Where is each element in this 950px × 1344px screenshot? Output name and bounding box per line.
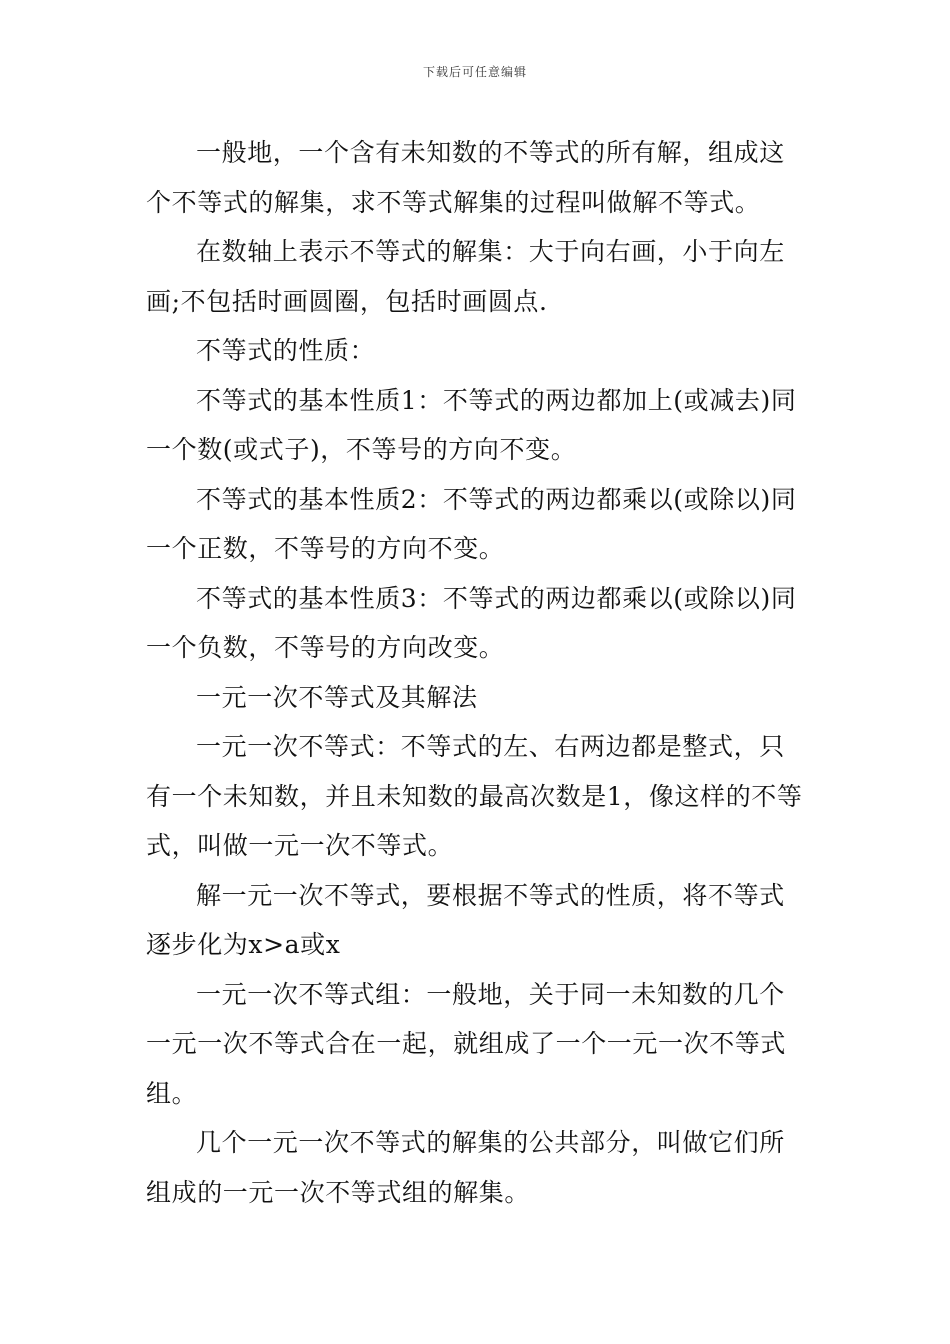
paragraph-solving-method: 解一元一次不等式，要根据不等式的性质，将不等式逐步化为x>a或x bbox=[146, 880, 785, 959]
paragraph-properties-heading: 不等式的性质： bbox=[196, 336, 376, 365]
paragraph-property-3: 不等式的基本性质3：不等式的两边都乘以(或除以)同一个负数，不等号的方向改变。 bbox=[146, 583, 797, 662]
document-body bbox=[146, 128, 810, 1217]
paragraph-solution-set-definition: 一般地，一个含有未知数的不等式的所有解，组成这个不等式的解集，求不等式解集的过程叫做解不等式。 bbox=[146, 138, 785, 217]
page-header: 下载后可任意编辑 bbox=[422, 65, 527, 79]
paragraph-inequality-system-definition: 一元一次不等式组：一般地，关于同一未知数的几个一元一次不等式合在一起，就组成了一个一元一次不等式组。 bbox=[146, 979, 787, 1108]
paragraph-system-solution-set: 几个一元一次不等式的解集的公共部分，叫做它们所组成的一元一次不等式组的解集。 bbox=[146, 1128, 785, 1207]
paragraph-linear-inequality-heading: 一元一次不等式及其解法 bbox=[196, 682, 478, 712]
paragraph-linear-inequality-definition: 一元一次不等式：不等式的左、右两边都是整式，只有一个未知数，并且未知数的最高次数是1，像这样的不等式，叫做一元一次不等式。 bbox=[146, 732, 803, 860]
paragraph-property-1: 不等式的基本性质1：不等式的两边都加上(或减去)同一个数(或式子)，不等号的方向不变。 bbox=[146, 385, 797, 464]
paragraph-property-2: 不等式的基本性质2：不等式的两边都乘以(或除以)同一个正数，不等号的方向不变。 bbox=[146, 484, 797, 563]
paragraph-number-line: 在数轴上表示不等式的解集：大于向右画，小于向左画;不包括时画圆圈，包括时画圆点. bbox=[146, 237, 785, 316]
